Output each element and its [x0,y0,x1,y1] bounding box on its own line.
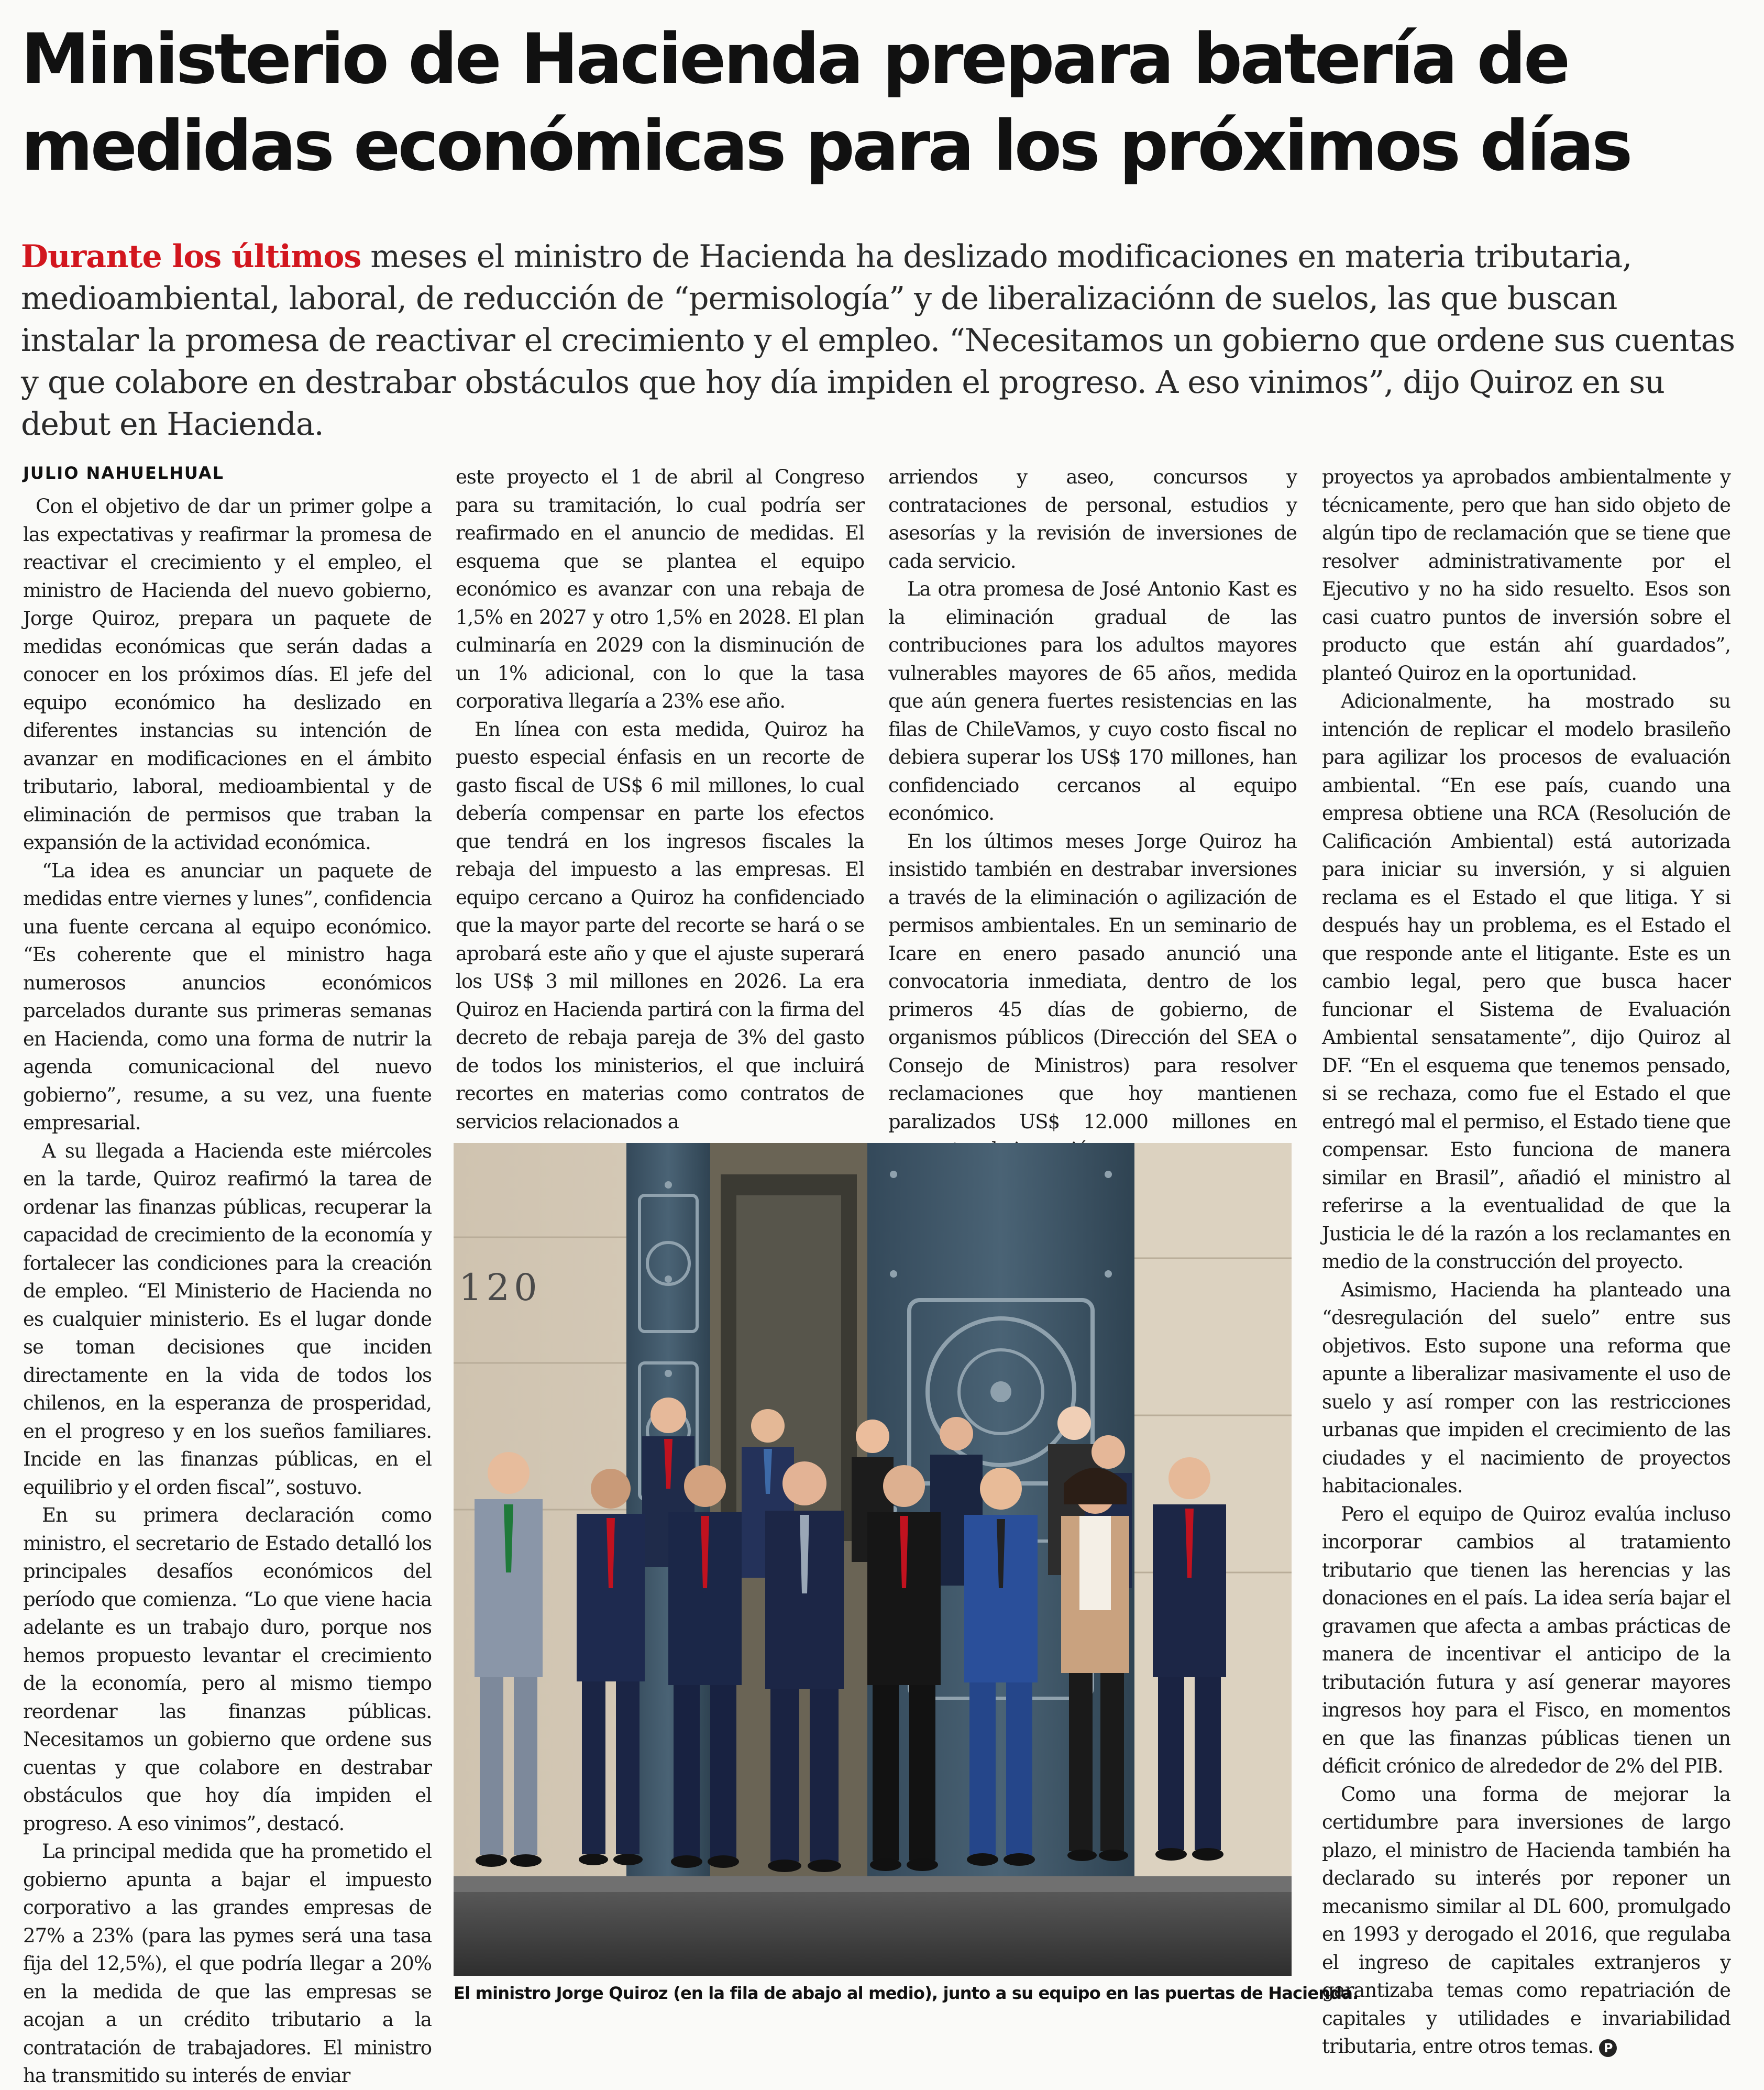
paragraph: La otra promesa de José Antonio Kast es la eliminación gradual de las contribuciones para los adultos mayores vulnerables mayores de 65 años, medida que aún genera fuertes resistencias en las filas de ChileVamos, y cuyo costo fiscal no debiera superar los US$ 170 millones, han confidenciado cercanos al equipo económico. [888,578,1297,824]
paragraph: “La idea es anunciar un paquete de medidas entre viernes y lunes”, confidencia una fuente cercana al equipo económico. “Es coherente que el ministro haga numerosos anuncios económicos parcelados durante sus primeras semanas en Hacienda, como una forma de nutrir la agenda comunicacional del nuevo gobierno”, resume, a su vez, una fuente empresarial. [23,859,432,1134]
photo-caption: El ministro Jorge Quiroz (en la fila de abajo al medio), junto a su equipo en las puertas de Hacienda. [454,1983,1359,2003]
paragraph: La principal medida que ha prometido el gobierno apunta a bajar el impuesto corporativo a las grandes empresas de 27% a 23% (para las pymes será una tasa fija del 12,5%), el que podría llegar a 20% en la medida de que las empresas se acojan a un crédito tributario a la contratación de trabajadores. El ministro ha transmitido su interés de enviar [23,1840,432,2087]
paragraph: Asimismo, Hacienda ha planteado una “desregulación del suelo” entre sus objetivos. Esto supone una reforma que apunte a liberalizar masivamente el uso de suelo y así romper con las restricciones urbanas que impiden el crecimiento de las ciudades y el nacimiento de proyectos habitacionales. [1322,1278,1730,1497]
paragraph: Adicionalmente, ha mostrado su intención de replicar el modelo brasileño para agilizar los procesos de evaluación ambiental. “En ese país, cuando una empresa obtiene una RCA (Resolución de Calificación Ambiental) está autorizada para iniciar su inversión, y si alguien reclama es el Estado el que litiga. Y si después hay un problema, es el Estado el que responde ante el litigante. Este es un cambio legal, pero que busca hacer funcionar el Sistema de Evaluación Ambiental sensatamente”, dijo Quiroz al DF. “En el esquema que tenemos pensado, si se rechaza, como fue el Estado el que entregó mal el permiso, el Estado tiene que compensar. Esto funciona de manera similar en Brasil”, añadió el ministro al referirse a la eventualidad de que la Justicia le dé la razón a los reclamantes en medio de la construcción del proyecto. [1322,690,1730,1273]
paragraph: arriendos y aseo, concursos y contrataciones de personal, estudios y asesorías y la revisión de inversiones de cada servicio. [888,466,1297,573]
door-number: 120 [459,1266,542,1309]
end-of-article-icon: P [1599,2039,1617,2057]
paragraph: este proyecto el 1 de abril al Congreso para su tramitación, lo cual podría ser reafirmado en el anuncio de medidas. El esquema que se plantea el equipo económico es avanzar con una rebaja de 1,5% en 2027 y otro 1,5% en 2028. El plan culminaría en 2029 con la disminución de un 1% adicional, con lo que la tasa corporativa llegaría a 23% ese año. [456,466,864,712]
column-4 [1322,463,1730,2058]
team-photo [454,1143,1292,1976]
lead-paragraph [21,236,1739,445]
paragraph: proyectos ya aprobados ambientalmente y técnicamente, pero que han sido objeto de algún tipo de reclamación que se tiene que resolver administrativamente por el Ejecutivo y no ha sido resuelto. Esos son casi cuatro puntos de inversión sobre el producto que están ahí guardados”, planteó Quiroz en la oportunidad. [1322,466,1730,685]
paragraph: Pero el equipo de Quiroz evalúa incluso incorporar cambios al tratamiento tributario que tienen las herencias y las donaciones en el país. La idea sería bajar el gravamen que afecta a ambas prácticas de manera de incentivar el anticipo de la tributación futura y así generar mayores ingresos hoy para el Fisco, en momentos en que las finanzas públicas tienen un déficit crónico de alrededor de 2% del PIB. [1322,1502,1730,1777]
paragraph: En los últimos meses Jorge Quiroz ha insistido también en destrabar inversiones a través de la eliminación o agilización de permisos ambientales. En un seminario de Icare en enero pasado anunció una convocatoria inmediata, dentro de los primeros 45 días de gobierno, de organismos públicos (Dirección del SEA o Consejo de Ministros) para resolver reclamaciones que hoy mantienen paralizados US$ 12.000 millones en [888,830,1297,1133]
paragraph: A su llegada a Hacienda este miércoles en la tarde, Quiroz reafirmó la tarea de ordenar las finanzas públicas, recuperar la capacidad de crecimiento de la economía y fortalecer las condiciones para la creación de empleo. “El Ministerio de Hacienda no es cualquier ministerio. Es el lugar donde se toman decisiones que inciden directamente en la vida de todos los chilenos, en la esperanza de prosperidad, en el progreso y en los sueños familiares. Incide en las finanzas públicas, en el equilibrio y el orden fiscal”, sostuvo. [23,1139,432,1499]
paragraph [1322,1780,1730,2061]
paragraph: En su primera declaración como ministro, el secretario de Estado detalló los principales desafíos económicos del período que comienza. “Lo que viene hacia adelante es un trabajo duro, porque nos hemos propuesto levantar el crecimiento de la economía, pero al mismo tiempo reordenar las finanzas públicas. Necesitamos un gobierno que ordene sus cuentas y que colabore en destrabar obstáculos que hoy día impiden el progreso. A eso vinimos”, destacó. [23,1504,432,1835]
byline: JULIO NAHUELHUAL [23,463,225,483]
column-1 [23,492,432,2087]
column-2 [456,463,864,1133]
paragraph: Con el objetivo de dar un primer golpe a las expectativas y reafirmar la promesa de reactivar el crecimiento y el empleo, el ministro de Hacienda del nuevo gobierno, Jorge Quiroz, prepara un paquete de medidas económicas que serán dadas a conocer en los próximos días. El jefe del equipo económico ha deslizado en diferentes instancias su intención de avanzar en modificaciones en el ámbito tributario, laboral, medioambiental y de eliminación de permisos que traban la expansión de la actividad económica. [23,495,432,854]
column-3 [888,463,1297,1133]
headline: Ministerio de Hacienda prepara batería de medidas económicas para los próximos días [21,19,1630,186]
lead-kicker: Durante los últimos [21,238,361,275]
paragraph-text: Como una forma de mejorar la certidumbre para inversiones de largo plazo, el ministro de Hacienda también ha declarado su interés por reponer un mecanismo similar al DL 600, promulgado en 1993 y derogado el 2016, que regulaba el ingreso de capitales extranjeros y garantizaba temas como repatriación de capitales y utilidades e invariabilidad tributaria, entre otros temas. [1322,1783,1730,2058]
lead-text: meses el ministro de Hacienda ha deslizado modificaciones en materia tributaria, medioambiental, laboral, de reducción de “permisología” y de liberalizaciónn de suelos, las que buscan instalar la promesa de reactivar el crecimiento y el empleo. “Necesitamos un gobierno que ordene sus cuentas y que colabore en destrabar obstáculos que hoy día impiden el progreso. A eso vinimos”, dijo Quiroz en su debut en Hacienda. [21,238,1735,443]
paragraph: En línea con esta medida, Quiroz ha puesto especial énfasis en un recorte de gasto fiscal de US$ 6 mil millones, lo cual debería compensar en parte los efectos que tendrá en los ingresos fiscales la rebaja del impuesto a las empresas. El equipo cercano a Quiroz ha confidenciado que la mayor parte del recorte se hará o se aprobará este año y que el ajuste superará los US$ 3 mil millones en 2026. La era Quiroz en Hacienda partirá con la firma del decreto de rebaja pareja de 3% del gasto de todos los ministerios, el que incluirá recortes en materias como contratos de servicios relacionados a [456,718,864,1133]
